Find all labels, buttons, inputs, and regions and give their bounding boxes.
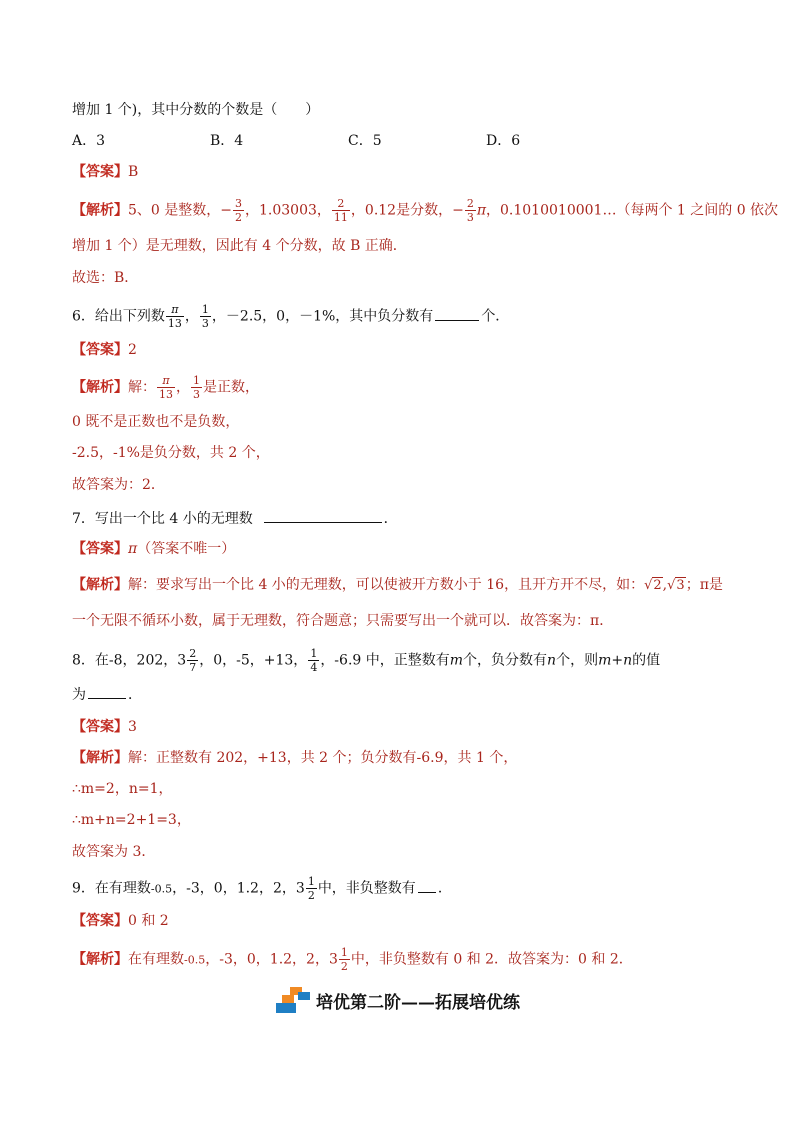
q7-analysis-line2: 一个无限不循环小数，属于无理数，符合题意；只需要写出一个就可以．故答案为：π． [72, 613, 614, 629]
fraction: $\frac{1}{3}$ [193, 374, 200, 401]
q8-analysis-line3: ∴m+n=2+1=3， [72, 812, 191, 828]
fraction: $\frac{\pi}{13}$ [167, 303, 182, 330]
q9-answer: 【答案】0 和 2 [72, 913, 169, 929]
answer-blank[interactable] [435, 306, 479, 321]
stairs-logo-icon [276, 987, 310, 1013]
q8-analysis-line4: 故答案为 3． [72, 844, 156, 860]
fraction: $\frac{1}{3}$ [201, 303, 209, 330]
sqrt: √2 [644, 578, 662, 593]
option-b: B．4 [210, 133, 244, 149]
option-c: C．5 [348, 133, 382, 149]
fraction: $\frac{\pi}{13}$ [159, 374, 173, 401]
q7-analysis-line1: 【解析】解：要求写出一个比 4 小的无理数，可以使被开方数小于 16，且开方开不尽，如：√2,√3；π是 [72, 575, 723, 596]
q5-analysis-line2: 增加 1 个）是无理数，因此有 4 个分数，故 B 正确． [72, 238, 407, 254]
fraction: $\frac{1}{4}$ [310, 647, 318, 674]
q8-stem-line2: 为 ． [72, 684, 142, 705]
q5-answer: 【答案】B [72, 164, 139, 180]
q6-stem: 6．给出下列数 $\frac{\pi}{13}$ ， $\frac{1}{3}$ ，－2.5，0，－1%，其中负分数有 个． [72, 303, 510, 330]
option-a: A．3 [72, 133, 106, 149]
q7-answer: 【答案】π（答案不唯一） [72, 541, 236, 557]
fraction: $\frac{2}{3}$ [466, 197, 474, 224]
q6-answer: 【答案】2 [72, 342, 137, 358]
fraction: $\frac{2}{11}$ [333, 197, 348, 224]
q9-stem: 9．在有理数-0.5，-3，0，1.2，2，3 $\frac{1}{2}$ 中，非负整数有 ． [72, 875, 452, 902]
q6-analysis-line2: 0 既不是正数也不是负数， [72, 414, 240, 430]
q6-analysis-line3: -2.5，-1%是负分数，共 2 个， [72, 445, 270, 461]
q8-stem-line1: 8．在-8，202，3 $\frac{2}{7}$ ，0，-5，+13， $\frac{1}{4}$ ，-6.9 中，正整数有m个，负分数有n个，则m+n的值 [72, 647, 661, 674]
q5-analysis-line3: 故选：B． [72, 270, 139, 286]
mixed-number: 3 $\frac{1}{2}$ [328, 946, 348, 973]
section-header [276, 985, 520, 1015]
q8-analysis-line1: 【解析】解：正整数有 202，+13，共 2 个；负分数有-6.9，共 1 个， [72, 750, 518, 766]
q6-analysis-line4: 故答案为：2． [72, 477, 165, 493]
answer-blank[interactable] [88, 684, 126, 699]
q5-analysis-line1: 【解析】5、0 是整数，− $\frac{3}{2}$ ，1.03003， $\frac{2}{11}$ ，0.12是分数，− $\frac{2}{3}$ π，0.1010010001…（每两个 1 之间的 0 依次 [72, 197, 779, 224]
q6-analysis-line1: 【解析】解： $\frac{\pi}{13}$ ， $\frac{1}{3}$ 是正数， [72, 374, 259, 401]
q9-analysis: 【解析】在有理数-0.5，-3，0，1.2，2，3 $\frac{1}{2}$ 中，非负整数有 0 和 2．故答案为：0 和 2． [72, 946, 633, 973]
q5-options [72, 131, 624, 151]
answer-blank[interactable] [264, 508, 382, 523]
option-d: D．6 [486, 133, 521, 149]
q7-stem: 7．写出一个比 4 小的无理数 ． [72, 508, 398, 529]
fraction: $\frac{3}{2}$ [235, 197, 242, 224]
q8-analysis-line2: ∴m=2，n=1， [72, 781, 173, 797]
mixed-number: 3 $\frac{2}{7}$ [177, 647, 197, 674]
sqrt: √3 [667, 578, 685, 593]
q5-stem-tail: 增加 1 个)，其中分数的个数是（ ） [72, 102, 320, 118]
answer-blank[interactable] [418, 878, 436, 893]
section-title: 培优第二阶——拓展培优练 [316, 992, 520, 1013]
mixed-number: 3 $\frac{1}{2}$ [295, 875, 315, 902]
q8-answer: 【答案】3 [72, 719, 137, 735]
